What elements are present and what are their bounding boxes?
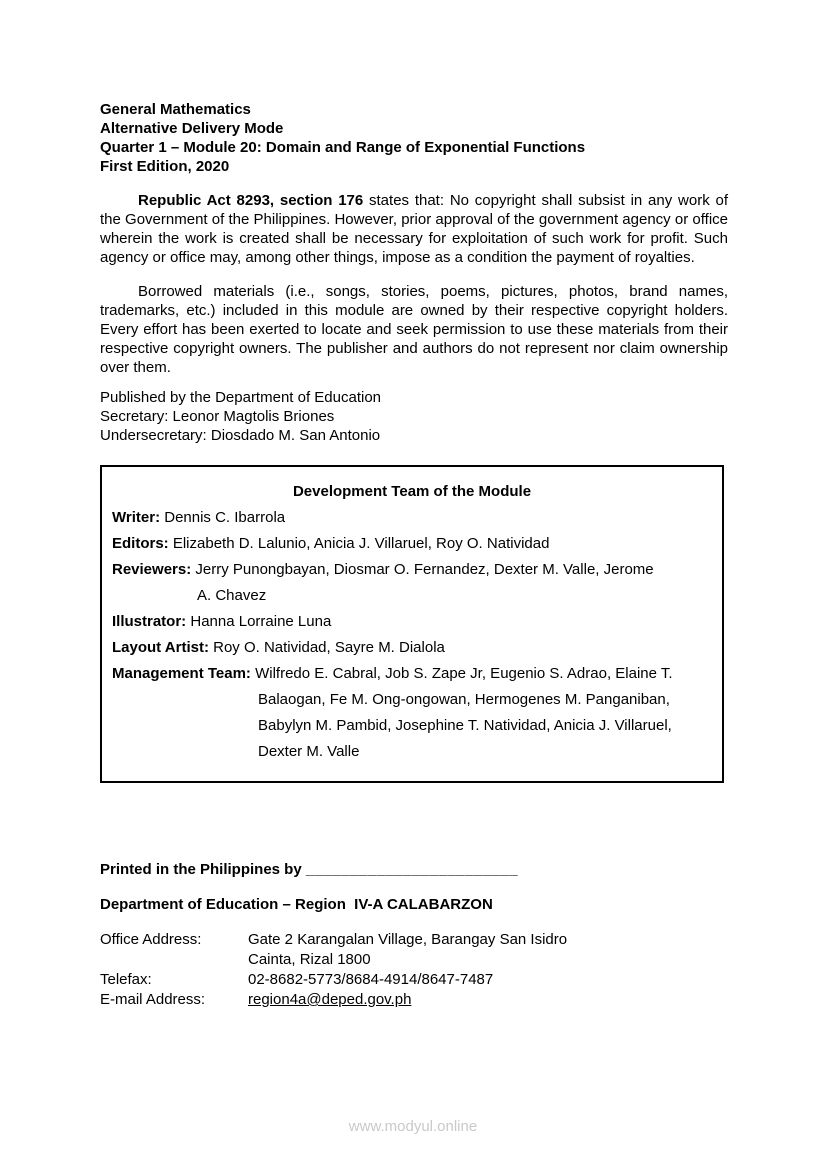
writer-label: Writer: [112,509,161,526]
layout-artist-value: Roy O. Natividad, Sayre M. Dialola [213,639,445,656]
editors-label: Editors: [112,535,169,552]
publisher-block [100,388,728,445]
layout-artist-label: Layout Artist: [112,639,209,656]
contact-info [100,930,728,1010]
email-link[interactable]: region4a@deped.gov.ph [248,991,412,1008]
dev-team-title: Development Team of the Module [292,483,532,500]
email-value [248,990,728,1010]
copyright-paragraph-2: Borrowed materials (i.e., songs, stories, poems, pictures, photos, brand names, trademarks, etc.) included in this module are owned by their respective copyright holders. Every effort has been exerted to locate and seek permission to use these materials from their respective copyright owners. The publisher and authors do not represent nor claim ownership over them. [100,283,728,376]
illustrator-line [112,609,712,635]
page-content [100,100,728,1010]
title-block [100,100,728,176]
development-team-box [100,465,724,783]
secretary-line: Secretary: Leonor Magtolis Briones [100,408,335,425]
writer-value: Dennis C. Ibarrola [164,509,286,526]
reviewers-line [112,557,712,583]
reviewers-value-line1: Jerry Punongbayan, Diosmar O. Fernandez, Dexter M. Valle, Jerome [195,561,654,578]
printed-in-text: Printed in the Philippines by [100,861,306,878]
module-edition: First Edition, 2020 [100,158,230,175]
office-address-line1: Gate 2 Karangalan Village, Barangay San Isidro [248,931,568,948]
management-team-label: Management Team: [112,665,251,682]
republic-act-label: Republic Act 8293, section 176 [138,192,364,209]
management-team-value-line2: Balaogan, Fe M. Ong-ongowan, Hermogenes M. Panganiban, [258,691,670,708]
reviewers-value-line2: A. Chavez [197,587,267,604]
copyright-paragraph-1-text: states that: No copyright shall subsist in any work of the Government of the Philippines. However, prior approval of the government agency or office wherein the work is created shall be necessary for exploitation of such work for profit. Such agency or office may, among other things, impose as a condition the payment of royalties. [100,192,728,266]
management-team-value-line4: Dexter M. Valle [258,743,360,760]
copyright-paragraph-1 [100,191,728,267]
illustrator-label: Illustrator: [112,613,187,630]
telefax-value: 02-8682-5773/8684-4914/8647-7487 [248,971,494,988]
writer-line [112,505,712,531]
office-address-value [248,930,728,970]
editors-value: Elizabeth D. Lalunio, Anicia J. Villaruel, Roy O. Natividad [172,535,550,552]
module-subject: General Mathematics [100,101,251,118]
reviewers-label: Reviewers: [112,561,192,578]
module-mode: Alternative Delivery Mode [100,120,284,137]
printed-in-line [100,860,728,879]
management-team-value-line1: Wilfredo E. Cabral, Job S. Zape Jr, Eugenio S. Adrao, Elaine T. [255,665,673,682]
department-region-line: Department of Education – Region IV-A CALABARZON [100,896,493,913]
site-watermark: www.modyul.online [348,1118,478,1135]
published-by-line: Published by the Department of Education [100,389,382,406]
office-address-line2: Cainta, Rizal 1800 [248,951,371,968]
editors-line [112,531,712,557]
management-team-value-line3: Babylyn M. Pambid, Josephine T. Natividad, Anicia J. Villaruel, [258,717,672,734]
office-address-label: Office Address: [100,931,202,948]
undersecretary-line: Undersecretary: Diosdado M. San Antonio [100,427,381,444]
email-label: E-mail Address: [100,991,206,1008]
layout-artist-line [112,635,712,661]
management-team-line [112,661,712,687]
telefax-label: Telefax: [100,971,152,988]
module-title: Quarter 1 – Module 20: Domain and Range of Exponential Functions [100,139,586,156]
printed-in-blank-line: ________________________ [305,861,519,878]
illustrator-value: Hanna Lorraine Luna [190,613,332,630]
